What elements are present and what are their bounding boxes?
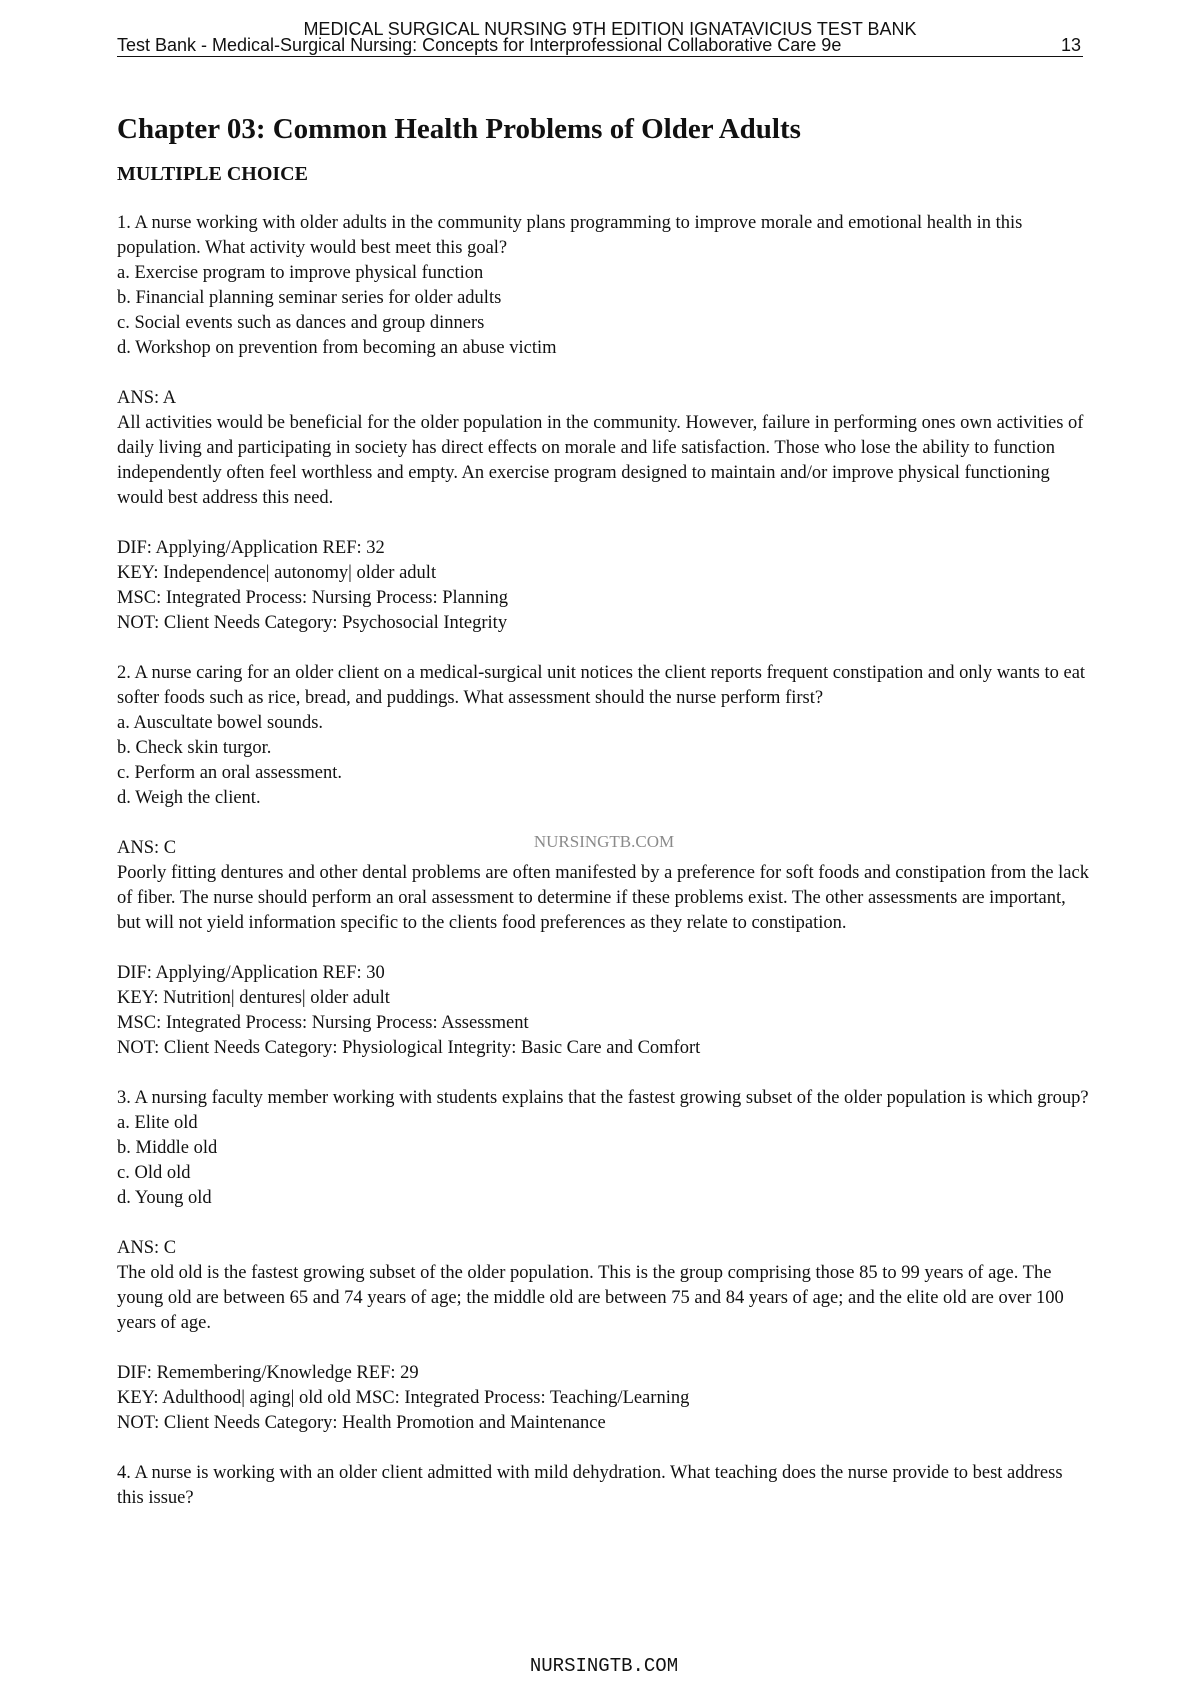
answer-option: a. Exercise program to improve physical function bbox=[117, 263, 484, 283]
answer-key: ANS: C bbox=[117, 1238, 177, 1258]
meta-line: DIF: Remembering/Knowledge REF: 29 bbox=[117, 1363, 419, 1383]
meta-line: NOT: Client Needs Category: Psychosocial Integrity bbox=[117, 613, 508, 633]
answer-option: b. Middle old bbox=[117, 1138, 218, 1158]
answer-option: a. Elite old bbox=[117, 1113, 198, 1133]
question-stem: 4. A nurse is working with an older client admitted with mild dehydration. What teaching does the nurse provide to best address this issue? bbox=[117, 1463, 1063, 1508]
meta-line: NOT: Client Needs Category: Health Promotion and Maintenance bbox=[117, 1413, 606, 1433]
meta-line: MSC: Integrated Process: Nursing Process: Assessment bbox=[117, 1013, 529, 1033]
meta-block-3 bbox=[117, 1361, 1092, 1436]
answer-option: b. Financial planning seminar series for older adults bbox=[117, 288, 502, 308]
meta-block-2 bbox=[117, 961, 1092, 1061]
answer-option: c. Old old bbox=[117, 1163, 191, 1183]
meta-line: DIF: Applying/Application REF: 32 bbox=[117, 538, 385, 558]
watermark-text: NURSINGTB.COM bbox=[533, 832, 675, 851]
question-2 bbox=[117, 661, 1092, 811]
answer-option: b. Check skin turgor. bbox=[117, 738, 272, 758]
meta-line: NOT: Client Needs Category: Physiological Integrity: Basic Care and Comfort bbox=[117, 1038, 701, 1058]
meta-line: KEY: Nutrition| dentures| older adult bbox=[117, 988, 390, 1008]
answer-option: a. Auscultate bowel sounds. bbox=[117, 713, 324, 733]
meta-block-1 bbox=[117, 536, 1092, 636]
running-header-title: Test Bank - Medical-Surgical Nursing: Concepts for Interprofessional Collaborative Care 9e bbox=[117, 35, 842, 55]
overlay-banner-title: MEDICAL SURGICAL NURSING 9TH EDITION IGNATAVICIUS TEST BANK bbox=[303, 19, 917, 39]
meta-line: DIF: Applying/Application REF: 30 bbox=[117, 963, 385, 983]
answer-key: ANS: C bbox=[117, 838, 177, 858]
answer-option: d. Young old bbox=[117, 1188, 212, 1208]
rationale: The old old is the fastest growing subset of the older population. This is the group comprising those 85 to 99 years of age. The young old are between 65 and 74 years of age; the middle old are between 75 and 84 years of age; and the elite old are over 100 years of age. bbox=[117, 1263, 1064, 1333]
question-4 bbox=[117, 1461, 1092, 1511]
answer-option: c. Social events such as dances and group dinners bbox=[117, 313, 485, 333]
question-stem: 2. A nurse caring for an older client on a medical-surgical unit notices the client reports frequent constipation and only wants to eat softer foods such as rice, bread, and puddings. What assessment should the nurse perform first? bbox=[117, 663, 1086, 708]
question-1 bbox=[117, 211, 1092, 361]
meta-line: KEY: Adulthood| aging| old old MSC: Integrated Process: Teaching/Learning bbox=[117, 1388, 690, 1408]
answer-block-1 bbox=[117, 386, 1092, 511]
question-3 bbox=[117, 1086, 1092, 1211]
page-content bbox=[117, 111, 1092, 1536]
meta-line: MSC: Integrated Process: Nursing Process: Planning bbox=[117, 588, 509, 608]
answer-block-3 bbox=[117, 1236, 1092, 1336]
running-header bbox=[117, 34, 1083, 57]
answer-option: d. Workshop on prevention from becoming an abuse victim bbox=[117, 338, 557, 358]
rationale: All activities would be beneficial for the older population in the community. However, failure in performing ones own activities of daily living and participating in society has direct effects on morale and life satisfaction. Those who lose the ability to function independently often feel worthless and empty. An exercise program designed to maintain and/or improve physical functioning would best address this need. bbox=[117, 413, 1084, 508]
question-stem: 1. A nurse working with older adults in the community plans programming to improve morale and emotional health in this population. What activity would best meet this goal? bbox=[117, 213, 1023, 258]
answer-option: d. Weigh the client. bbox=[117, 788, 261, 808]
answer-option: c. Perform an oral assessment. bbox=[117, 763, 343, 783]
chapter-title: Chapter 03: Common Health Problems of Older Adults bbox=[117, 113, 801, 145]
question-stem: 3. A nursing faculty member working with students explains that the fastest growing subset of the older population is which group? bbox=[117, 1088, 1089, 1108]
meta-line: KEY: Independence| autonomy| older adult bbox=[117, 563, 437, 583]
footer-watermark: NURSINGTB.COM bbox=[529, 1655, 679, 1677]
answer-key: ANS: A bbox=[117, 388, 177, 408]
section-title: MULTIPLE CHOICE bbox=[117, 163, 308, 185]
rationale: Poorly fitting dentures and other dental problems are often manifested by a preference for soft foods and constipation from the lack of fiber. The nurse should perform an oral assessment to determine if these problems exist. The other assessments are important, but will not yield information specific to the clients food preferences as they relate to constipation. bbox=[117, 863, 1089, 933]
page-number: 13 bbox=[1060, 35, 1081, 55]
